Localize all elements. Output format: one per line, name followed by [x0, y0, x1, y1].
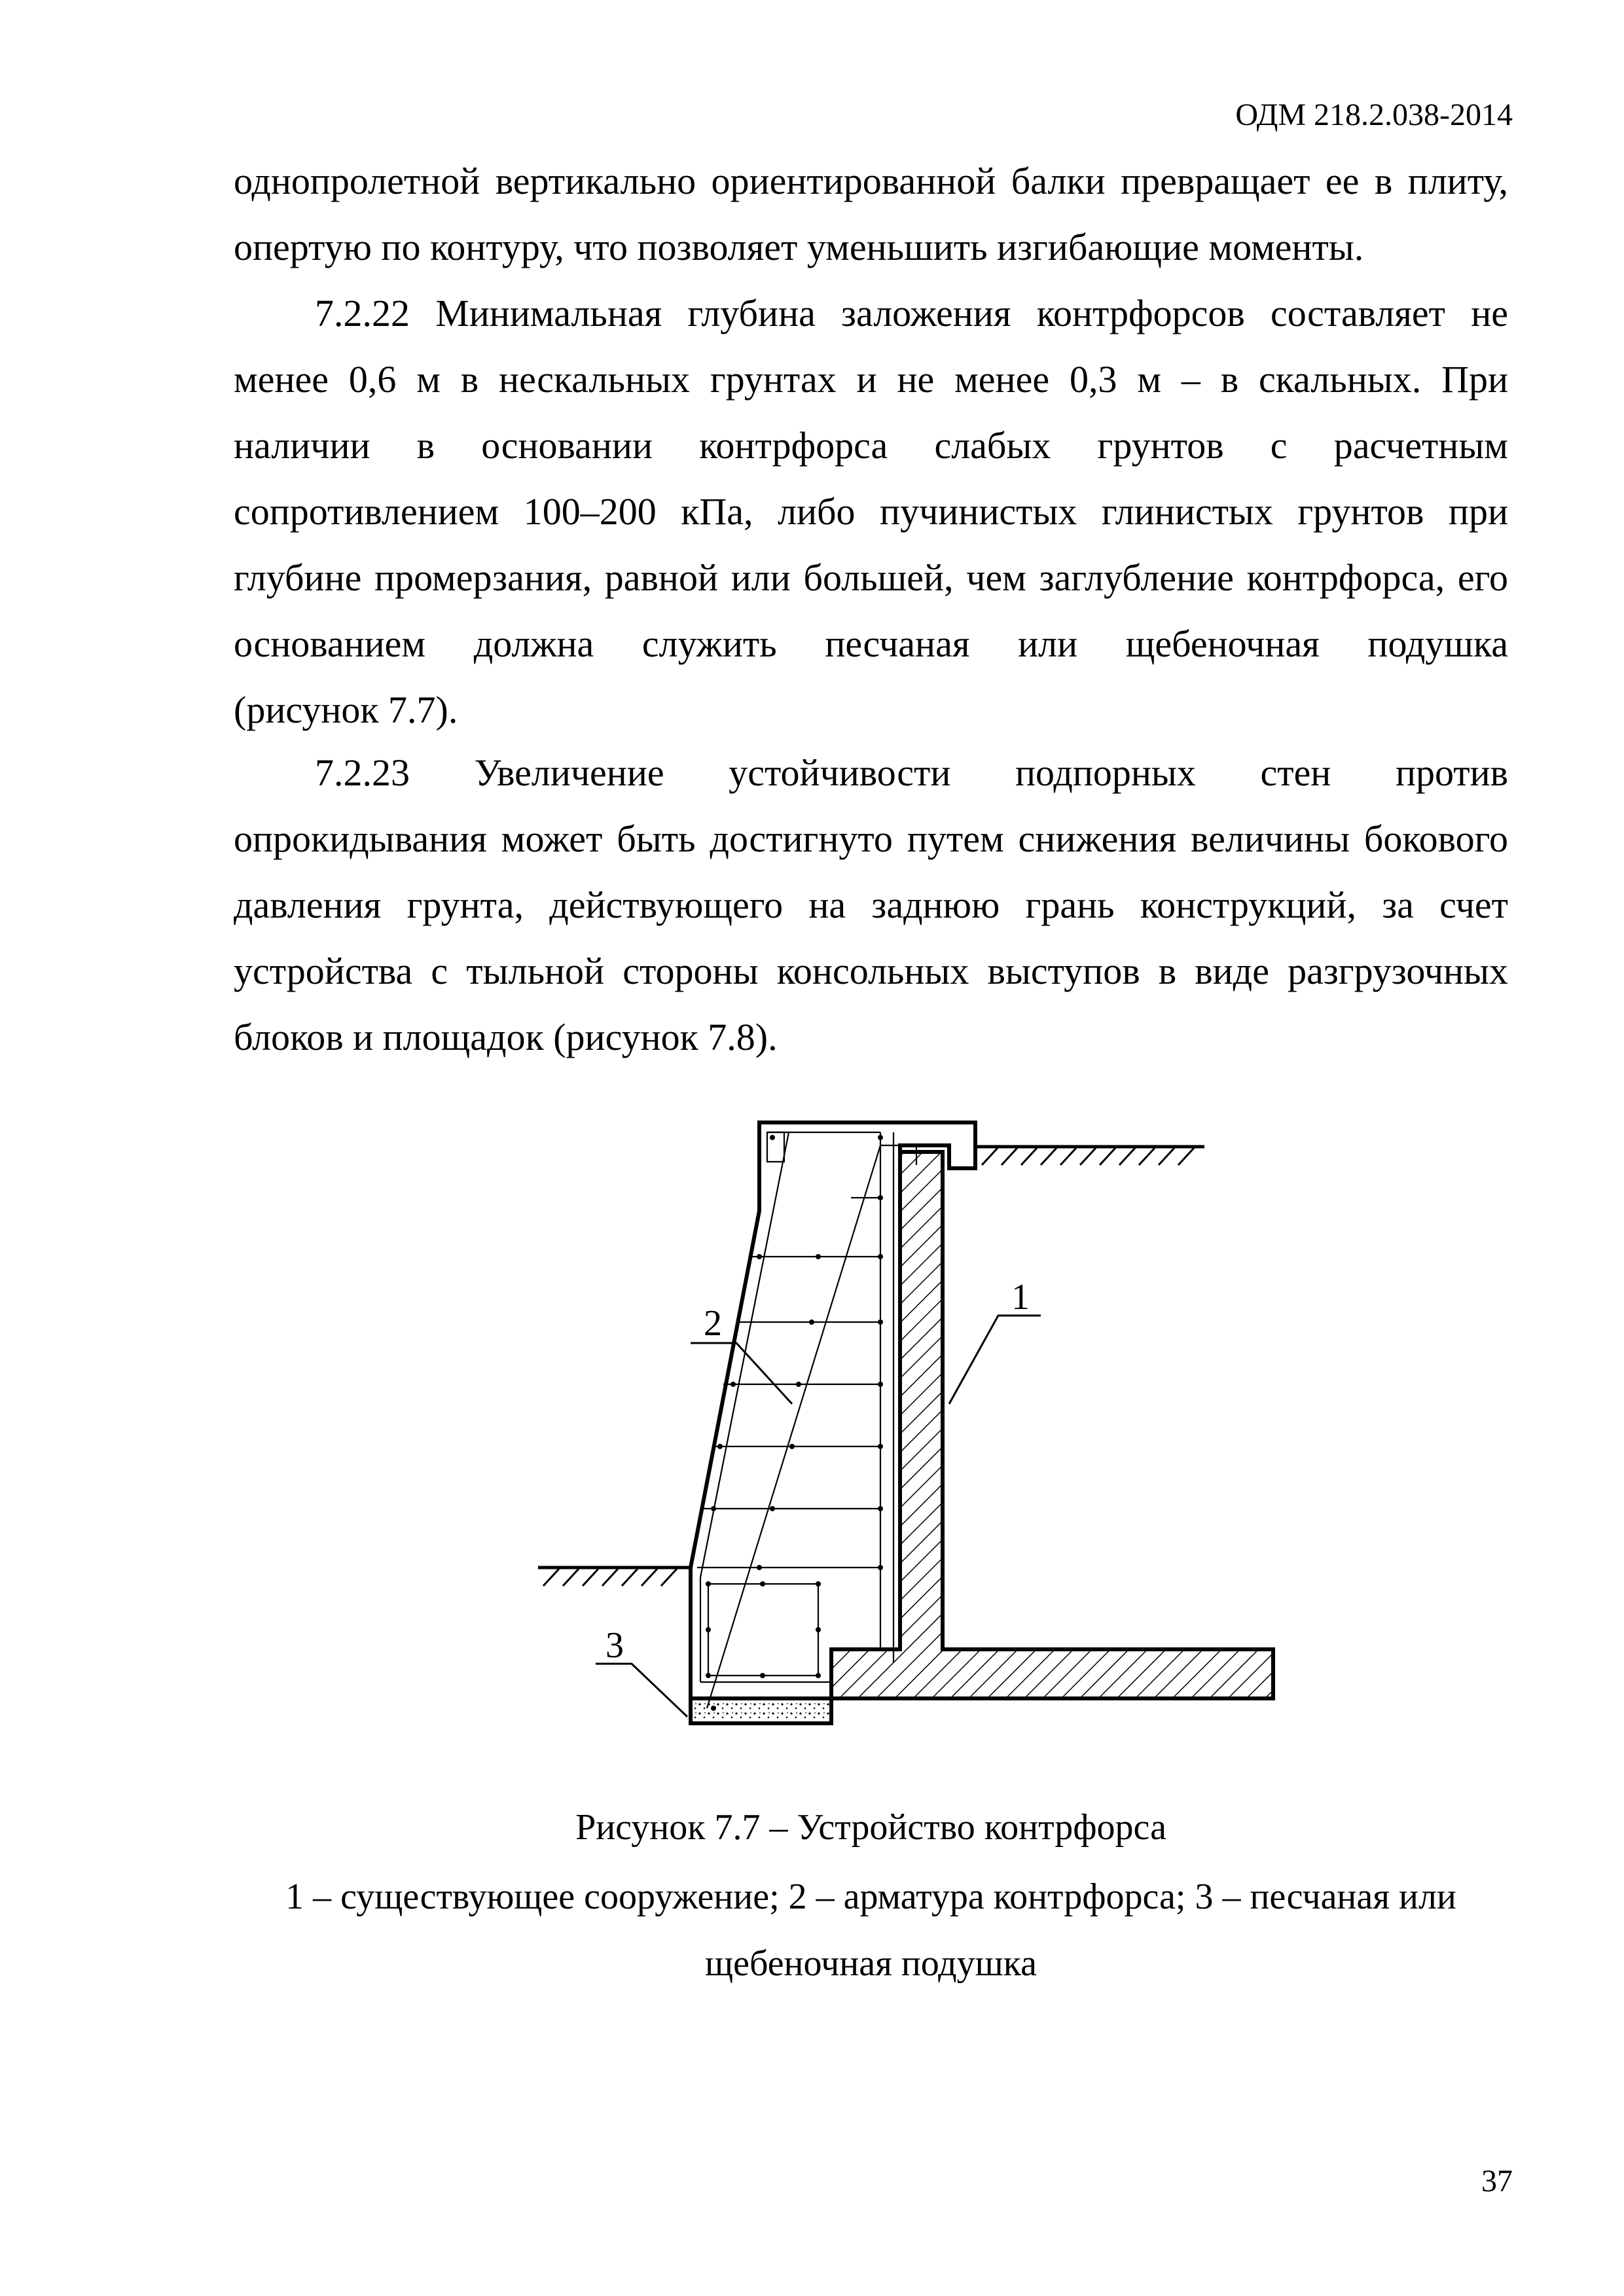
text-line: опертую по контуру, что позволяет уменьшить изгибающие моменты.	[234, 226, 1364, 268]
text-line: сопротивлением 100–200 кПа, либо пучинистых глинистых грунтов при	[234, 490, 1508, 533]
page-number: 37	[1481, 2164, 1513, 2198]
document-code-header: ОДМ 218.2.038-2014	[1235, 98, 1513, 132]
existing-structure	[831, 1152, 1273, 1698]
text-line: менее 0,6 м в нескальных грунтах и не менее 0,3 м – в скальных. При	[234, 358, 1508, 401]
callout-1: 1	[1011, 1277, 1030, 1318]
buttress-reinforcement	[697, 1132, 916, 1708]
text-line: 7.2.22 Минимальная глубина заложения контрфорсов составляет не	[315, 292, 1508, 334]
figure-caption-legend: 1 – существующее сооружение; 2 – арматура контрфорса; 3 – песчаная или	[285, 1876, 1456, 1917]
text-line: глубине промерзания, равной или большей, чем заглубление контрфорса, его	[234, 556, 1508, 599]
paragraph-7-2-22	[234, 280, 1508, 743]
buttress-diagram	[524, 1106, 1309, 1761]
text-line: (рисунок 7.7).	[234, 689, 458, 731]
text-line: устройства с тыльной стороны консольных выступов в виде разгрузочных	[234, 950, 1508, 992]
text-line: основанием должна служить песчаная или щебеночная подушка	[234, 622, 1508, 665]
ground-surface-front	[538, 1568, 691, 1586]
figure-caption-title: Рисунок 7.7 – Устройство контрфорса	[575, 1807, 1166, 1848]
text-line: давления грунта, действующего на заднюю грань конструкций, за счет	[234, 884, 1508, 926]
sand-cushion	[691, 1698, 831, 1723]
ground-surface-top	[975, 1147, 1204, 1165]
paragraph-continuation	[234, 148, 1508, 280]
text-line: опрокидывания может быть достигнуто путем снижения величины бокового	[234, 817, 1508, 860]
text-line: 7.2.23 Увеличение устойчивости подпорных стен против	[315, 751, 1508, 794]
text-line: наличии в основании контрфорса слабых грунтов с расчетным	[234, 424, 1508, 467]
figure-caption-legend-cont: щебеночная подушка	[704, 1943, 1038, 1984]
callout-3: 3	[605, 1625, 624, 1666]
text-line: однопролетной вертикально ориентированной балки превращает ее в плиту,	[234, 160, 1508, 202]
paragraph-7-2-23	[234, 740, 1508, 1070]
text-line: блоков и площадок (рисунок 7.8).	[234, 1016, 778, 1058]
callout-2: 2	[704, 1303, 722, 1344]
